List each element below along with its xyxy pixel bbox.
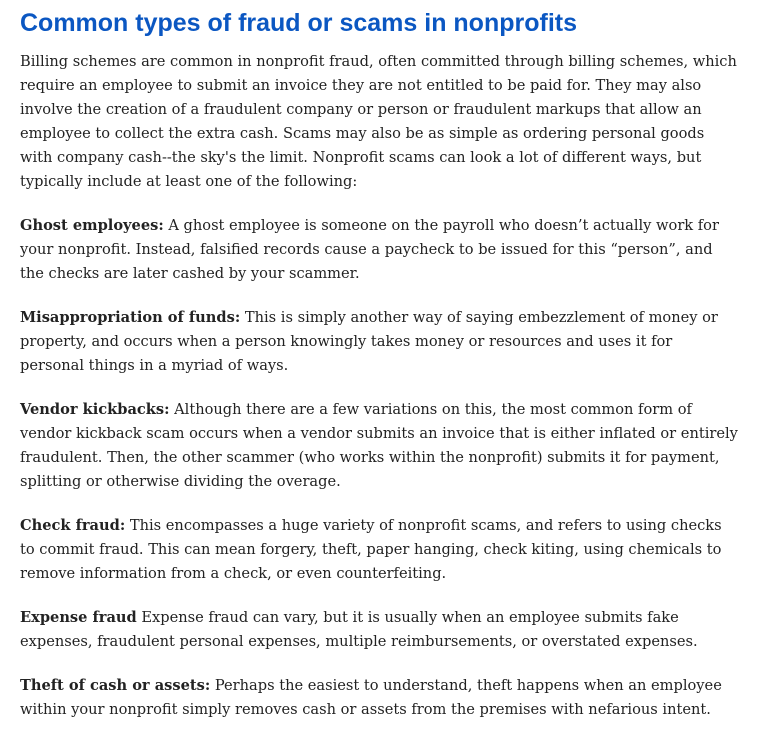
- fraud-type-description: A ghost employee is someone on the payroll who doesn’t actually work for your nonprofit. Instead, falsified records cause a paycheck to be issued for this “person”, and the checks are later cashed by your scammer.: [20, 217, 719, 282]
- fraud-type-expense-fraud: [20, 606, 738, 654]
- fraud-type-term: Vendor kickbacks:: [20, 401, 170, 418]
- fraud-type-description: This is simply another way of saying embezzlement of money or property, and occurs when a person knowingly takes money or resources and uses it for personal things in a myriad of ways.: [20, 309, 718, 374]
- fraud-type-description: Perhaps the easiest to understand, theft happens when an employee within your nonprofit simply removes cash or assets from the premises with nefarious intent.: [20, 677, 722, 718]
- fraud-type-misappropriation: [20, 306, 738, 378]
- fraud-type-term: Expense fraud: [20, 609, 137, 626]
- fraud-type-ghost-employees: [20, 214, 738, 286]
- intro-paragraph: Billing schemes are common in nonprofit fraud, often committed through billing schemes, which require an employee to submit an invoice they are not entitled to be paid for. They may also involve the creation of a fraudulent company or person or fraudulent markups that allow an employee to collect the extra cash. Scams may also be as simple as ordering personal goods with company cash--the sky's the limit. Nonprofit scams can look a lot of different ways, but typically include at least one of the following:: [20, 53, 737, 190]
- fraud-type-description: Expense fraud can vary, but it is usually when an employee submits fake expenses, fraudulent personal expenses, multiple reimbursements, or overstated expenses.: [20, 609, 698, 650]
- fraud-type-check-fraud: [20, 514, 738, 586]
- article-title: Common types of fraud or scams in nonprofits: [20, 9, 577, 37]
- fraud-type-term: Check fraud:: [20, 517, 126, 534]
- fraud-type-term: Theft of cash or assets:: [20, 677, 211, 694]
- fraud-type-description: This encompasses a huge variety of nonprofit scams, and refers to using checks to commit fraud. This can mean forgery, theft, paper hanging, check kiting, using chemicals to remove information from a check, or even counterfeiting.: [20, 517, 722, 582]
- fraud-type-term: Misappropriation of funds:: [20, 309, 241, 326]
- fraud-type-vendor-kickbacks: [20, 398, 738, 494]
- fraud-type-term: Ghost employees:: [20, 217, 164, 234]
- fraud-type-description: Although there are a few variations on this, the most common form of vendor kickback scam occurs when a vendor submits an invoice that is either inflated or entirely fraudulent. Then, the other scammer (who works within the nonprofit) submits it for payment, splitting or otherwise dividing the overage.: [20, 401, 738, 490]
- fraud-type-theft: [20, 674, 738, 722]
